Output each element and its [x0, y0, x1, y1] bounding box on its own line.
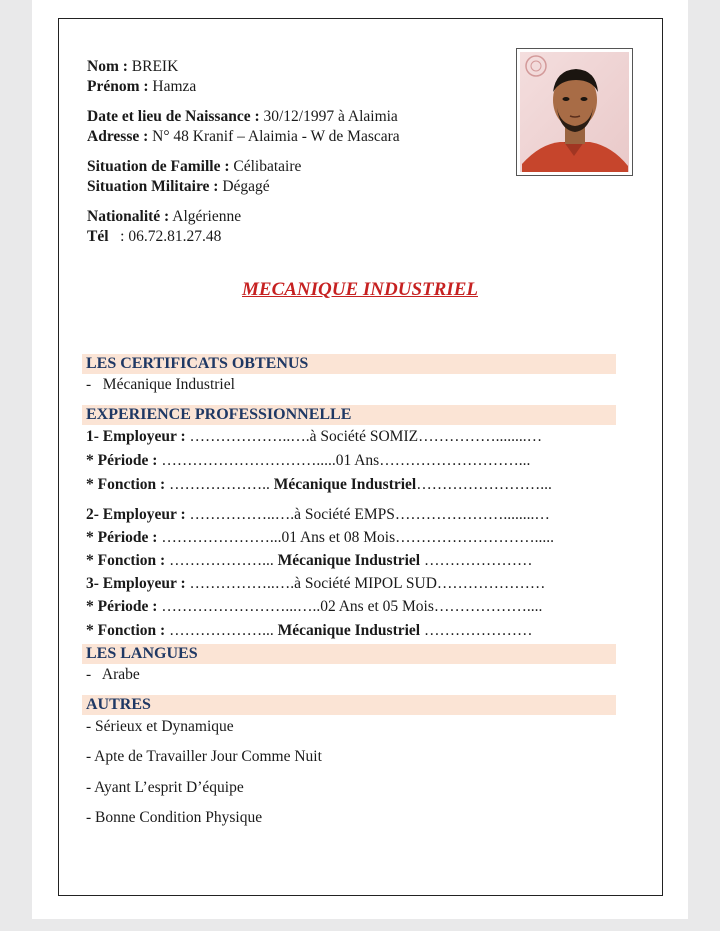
exp1-fonction-trail: ……………………... — [416, 476, 552, 493]
nom-row — [87, 57, 507, 77]
autres-item: - Apte de Travailler Jour Comme Nuit — [86, 748, 322, 765]
adresse-row — [87, 127, 507, 147]
exp3-employeur-value: ……………..….à Société MIPOL SUD………………… — [185, 575, 546, 592]
naissance-value: 30/12/1997 à Alaimia — [259, 108, 398, 125]
exp2-periode-value: …………………...01 Ans et 08 Mois………………………..... — [157, 529, 555, 546]
famille-row — [87, 157, 507, 177]
exp3-periode-label: * Période : — [86, 598, 158, 615]
exp2-fonction — [86, 551, 533, 571]
exp2-fonction-value: Mécanique Industriel — [277, 552, 421, 569]
famille-label: Situation de Famille : — [87, 158, 230, 175]
name-group — [87, 57, 507, 97]
section-langues-header: LES LANGUES — [82, 644, 616, 664]
prenom-value: Hamza — [148, 78, 197, 95]
contact-group — [87, 207, 507, 247]
exp1-employeur — [86, 427, 542, 447]
autres-item: - Sérieux et Dynamique — [86, 718, 234, 735]
prenom-row — [87, 77, 507, 97]
exp1-fonction-label: * Fonction : — [86, 476, 166, 493]
exp1-employeur-value: ………………..….à Société SOMIZ……………........… — [185, 428, 543, 445]
militaire-value: Dégagé — [218, 178, 270, 195]
militaire-row — [87, 177, 507, 197]
naissance-label: Date et lieu de Naissance : — [87, 108, 260, 125]
prenom-label: Prénom : — [87, 78, 149, 95]
exp1-fonction-dots: ……………….. — [165, 476, 274, 493]
exp1-fonction-value: Mécanique Industriel — [273, 476, 417, 493]
autres-item: - Ayant L’esprit D’équipe — [86, 779, 244, 796]
section-autres-header: AUTRES — [82, 695, 616, 715]
tel-row — [87, 227, 507, 247]
nationalite-value: Algérienne — [169, 208, 242, 225]
exp1-employeur-label: 1- Employeur : — [86, 428, 186, 445]
exp3-fonction-trail: ………………… — [420, 622, 533, 639]
exp3-periode — [86, 597, 542, 617]
portrait-image — [520, 52, 629, 172]
langue-item: - Arabe — [86, 666, 140, 683]
exp2-employeur-value: ……………..….à Société EMPS…………………........… — [185, 506, 550, 523]
profile-photo — [516, 48, 633, 176]
section-certificats-header: LES CERTIFICATS OBTENUS — [82, 354, 616, 374]
exp3-fonction-dots: ………………... — [165, 622, 278, 639]
nationalite-row — [87, 207, 507, 227]
job-title: MECANIQUE INDUSTRIEL — [242, 279, 478, 300]
exp1-periode-value: ………………………….....01 Ans………………………... — [157, 452, 531, 469]
nationalite-label: Nationalité : — [87, 208, 170, 225]
tel-label: Tél — [87, 228, 109, 245]
nom-label: Nom : — [87, 58, 128, 75]
exp3-periode-value: ……………………...…..02 Ans et 05 Mois……………….... — [157, 598, 543, 615]
exp2-periode — [86, 528, 554, 548]
militaire-label: Situation Militaire : — [87, 178, 219, 195]
nom-value: BREIK — [127, 58, 179, 75]
document-page — [32, 0, 688, 919]
exp2-fonction-trail: ………………… — [420, 552, 533, 569]
exp2-fonction-dots: ………………... — [165, 552, 278, 569]
exp1-periode — [86, 451, 530, 471]
exp2-employeur-label: 2- Employeur : — [86, 506, 186, 523]
exp2-employeur — [86, 505, 550, 525]
naissance-row — [87, 107, 507, 127]
exp2-periode-label: * Période : — [86, 529, 158, 546]
exp3-employeur — [86, 574, 545, 594]
birth-address-group — [87, 107, 507, 147]
exp3-fonction-label: * Fonction : — [86, 622, 166, 639]
situation-group — [87, 157, 507, 197]
certificat-item: - Mécanique Industriel — [86, 376, 235, 393]
exp3-fonction — [86, 621, 533, 641]
exp1-periode-label: * Période : — [86, 452, 158, 469]
section-experience-header: EXPERIENCE PROFESSIONNELLE — [82, 405, 616, 425]
exp3-employeur-label: 3- Employeur : — [86, 575, 186, 592]
adresse-label: Adresse : — [87, 128, 149, 145]
personal-info — [87, 57, 507, 257]
exp3-fonction-value: Mécanique Industriel — [277, 622, 421, 639]
adresse-value: N° 48 Kranif – Alaimia - W de Mascara — [148, 128, 400, 145]
tel-value: : 06.72.81.27.48 — [108, 228, 222, 245]
famille-value: Célibataire — [229, 158, 302, 175]
exp2-fonction-label: * Fonction : — [86, 552, 166, 569]
exp1-fonction — [86, 475, 552, 495]
autres-item: - Bonne Condition Physique — [86, 809, 263, 826]
